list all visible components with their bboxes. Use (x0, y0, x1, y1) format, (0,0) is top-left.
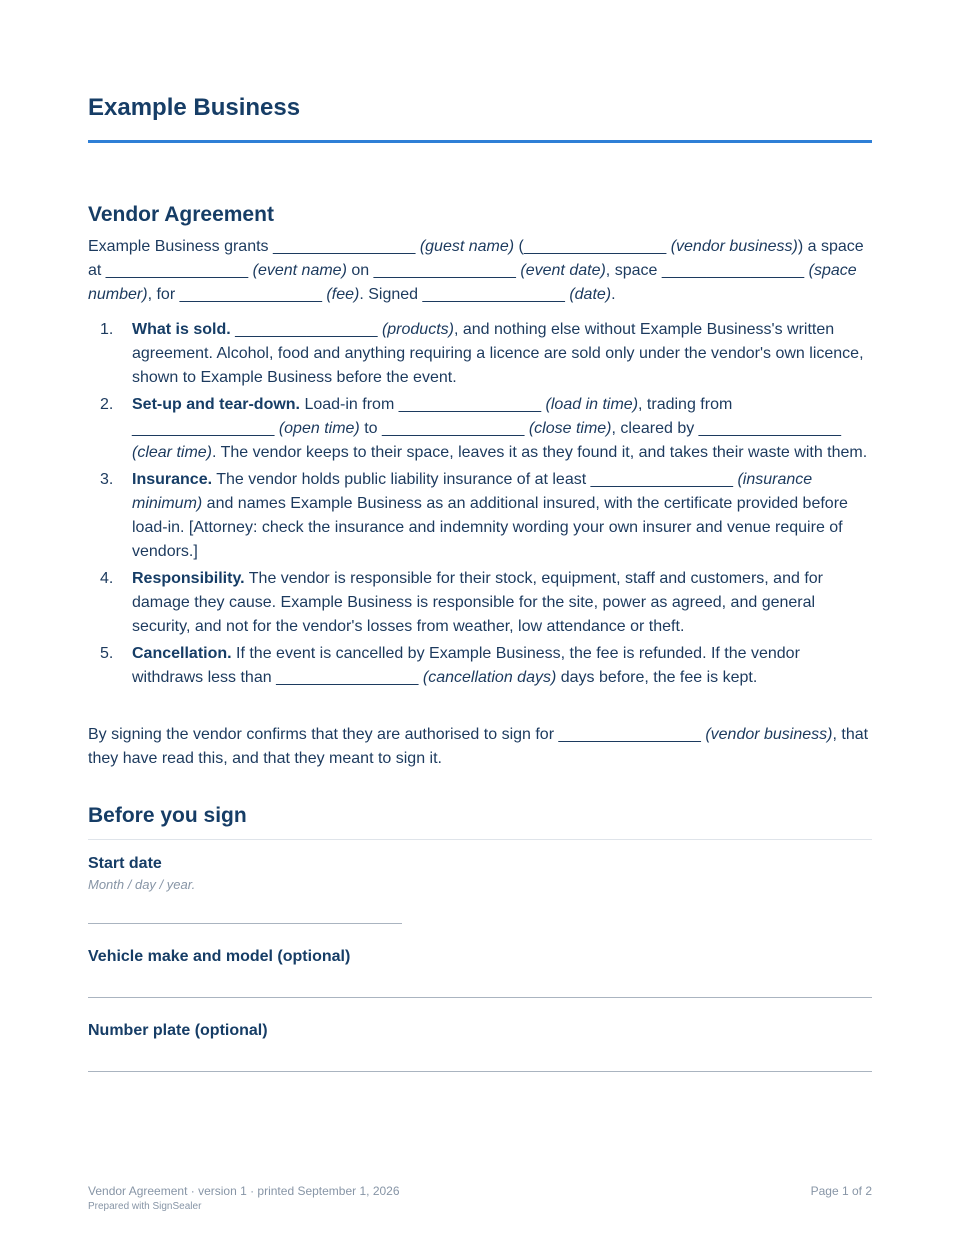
clause-heading: Responsibility. (132, 570, 245, 587)
closing-paragraph (88, 723, 872, 771)
clause-text: , cleared by (611, 420, 699, 437)
clause-heading: Set-up and tear-down. (132, 396, 300, 413)
open-time-blank: ________________ (132, 420, 275, 437)
start-date-input[interactable] (88, 923, 402, 924)
space-number-blank: ________________ (661, 262, 805, 279)
start-date-label: Start date (88, 855, 162, 872)
clause-what-is-sold (88, 318, 872, 390)
fee-hint: (fee) (326, 286, 360, 303)
close-time-hint: (close time) (528, 420, 612, 437)
business-name: Example Business (88, 94, 301, 121)
clause-list (88, 318, 872, 693)
intro-text: on (346, 262, 374, 279)
number-plate-input[interactable] (88, 1071, 872, 1072)
document-title: Vendor Agreement (88, 203, 274, 226)
before-you-sign-heading: Before you sign (88, 804, 247, 827)
clause-heading: Cancellation. (132, 645, 232, 662)
section-rule (88, 839, 872, 840)
clause-text: The vendor is responsible for their stock, equipment, staff and customers, and for damage they cause. Example Business is responsible for the site, power as agreed, and general security, and not for the vendor's losses from weather, low attendance or theft. (132, 570, 823, 635)
clause-cancellation (88, 642, 872, 690)
guest-name-blank: ________________ (272, 238, 416, 255)
closing-text: By signing the vendor confirms that they are authorised to sign for (88, 726, 559, 743)
event-date-hint: (event date) (520, 262, 606, 279)
clause-text: Load-in from (300, 396, 399, 413)
clear-time-hint: (clear time) (132, 444, 213, 461)
date-hint: (date) (569, 286, 612, 303)
fee-blank: ________________ (179, 286, 322, 303)
close-time-blank: ________________ (381, 420, 525, 437)
load-in-hint: (load in time) (545, 396, 639, 413)
clause-heading: Insurance. (132, 471, 213, 488)
clause-heading: What is sold. (132, 321, 231, 338)
intro-text: Example Business grants (88, 238, 273, 255)
vendor-business-hint: (vendor business) (705, 726, 833, 743)
event-name-hint: (event name) (252, 262, 347, 279)
products-blank: ________________ (235, 321, 378, 338)
event-date-blank: ________________ (373, 262, 516, 279)
clear-time-blank: ________________ (698, 420, 842, 437)
clause-text: If the event is cancelled by Example Business, the fee is refunded. If the vendor withdraws less than (132, 645, 800, 686)
load-in-blank: ________________ (398, 396, 542, 413)
vendor-business-hint: (vendor business) (670, 238, 798, 255)
clause-number: 1. (100, 321, 114, 338)
clause-text: to (359, 420, 382, 437)
open-time-hint: (open time) (278, 420, 360, 437)
intro-text: ) a space at (88, 238, 864, 279)
clause-number: 5. (100, 645, 114, 662)
vendor-business-blank: ________________ (523, 238, 667, 255)
clause-text: , trading from (638, 396, 733, 413)
guest-name-hint: (guest name) (419, 238, 515, 255)
clause-text: The vendor holds public liability insurance of at least (212, 471, 591, 488)
start-date-hint: Month / day / year. (88, 877, 196, 892)
number-plate-label: Number plate (optional) (88, 1022, 268, 1039)
clause-text: . The vendor keeps to their space, leaves it as they found it, and takes their waste with them. (212, 444, 868, 461)
intro-text: . Signed (359, 286, 423, 303)
event-name-blank: ________________ (105, 262, 249, 279)
clause-text: , and nothing else without Example Business's written agreement. Alcohol, food and anything requiring a licence are sold only under the vendor's own licence, shown to Example Business before the event. (132, 321, 864, 386)
clause-insurance (88, 468, 872, 564)
clause-setup-teardown (88, 393, 872, 465)
intro-text: , for (147, 286, 180, 303)
intro-text: ( (514, 238, 524, 255)
intro-paragraph (88, 235, 872, 307)
vehicle-input[interactable] (88, 997, 872, 998)
page-number: Page 1 of 2 (810, 1184, 872, 1198)
insurance-minimum-hint: (insurance minimum) (132, 471, 813, 512)
footer-prepared-with: Prepared with SignSealer (88, 1201, 202, 1212)
space-number-hint: (space number) (88, 262, 857, 303)
cancellation-days-hint: (cancellation days) (422, 669, 557, 686)
date-blank: ________________ (422, 286, 565, 303)
vendor-business-blank: ________________ (558, 726, 701, 743)
clause-number: 2. (100, 396, 114, 413)
cancellation-days-blank: ________________ (276, 669, 419, 686)
header-rule (88, 140, 872, 143)
clause-text: days before, the fee is kept. (556, 669, 758, 686)
products-hint: (products) (381, 321, 454, 338)
footer-document-info: Vendor Agreement · version 1 · printed September 1, 2026 (88, 1184, 400, 1198)
intro-text: , space (605, 262, 662, 279)
clause-text: and names Example Business as an additional insured, with the certificate provided before load-in. [Attorney: check the insurance and indemnity wording your own insurer and venue require of vendors.] (132, 495, 848, 560)
vehicle-label: Vehicle make and model (optional) (88, 948, 351, 965)
insurance-minimum-blank: ________________ (590, 471, 733, 488)
clause-number: 3. (100, 471, 114, 488)
clause-responsibility (88, 567, 872, 639)
closing-text: , that they have read this, and that they meant to sign it. (88, 726, 869, 767)
intro-text: . (611, 286, 616, 303)
clause-number: 4. (100, 570, 114, 587)
